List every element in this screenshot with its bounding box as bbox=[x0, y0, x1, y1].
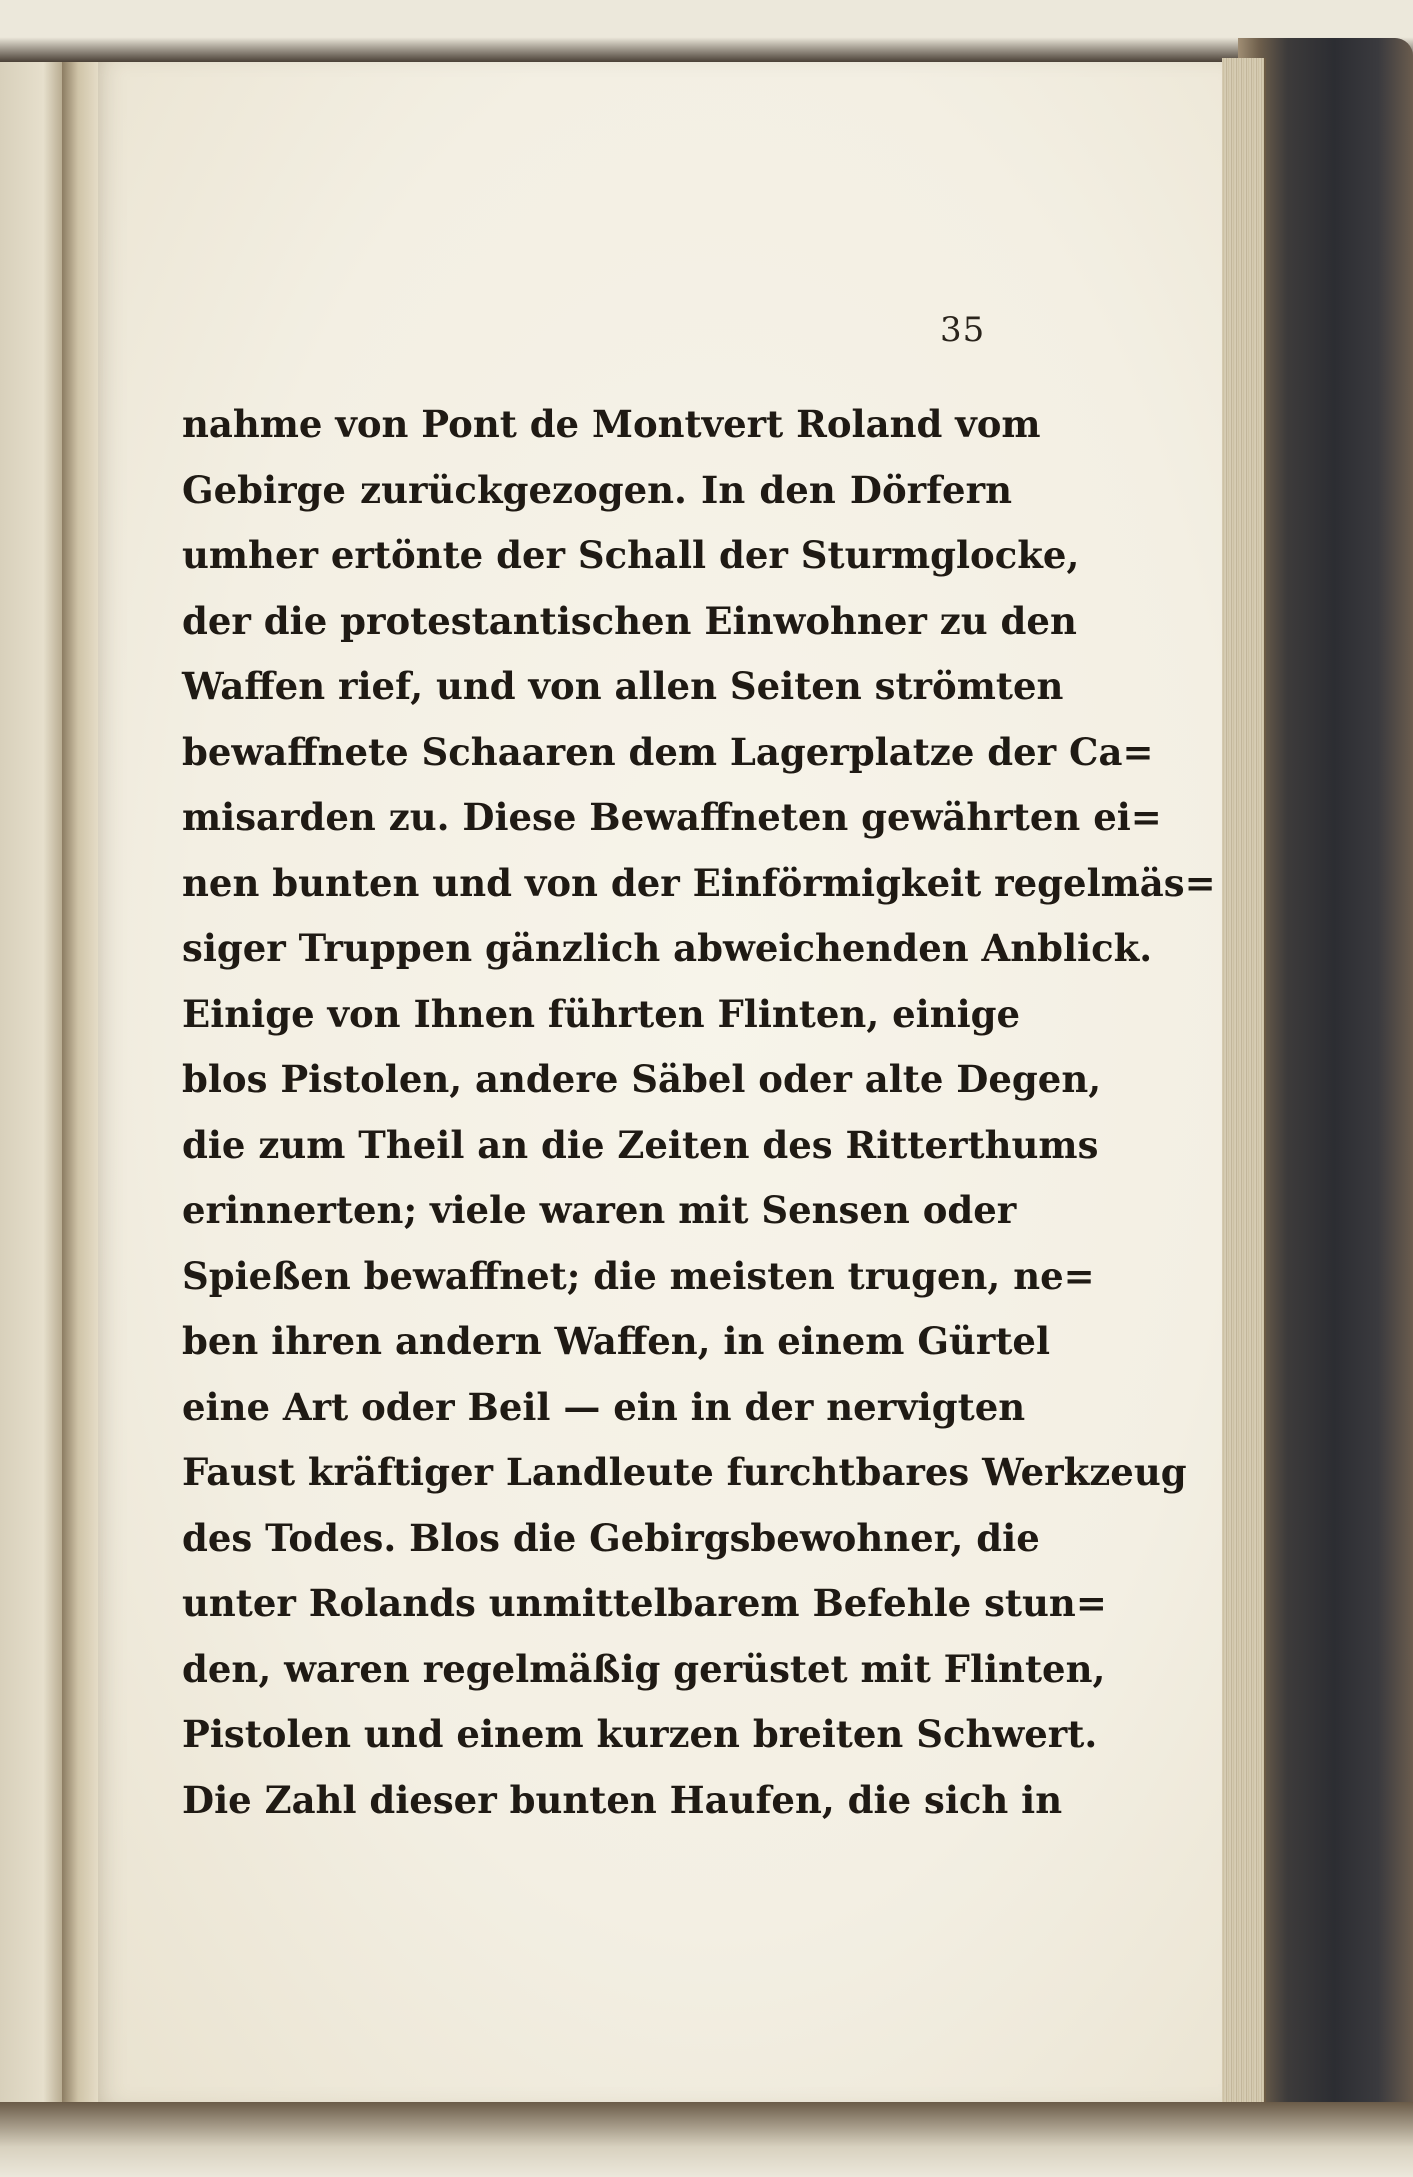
page-number: 35 bbox=[940, 310, 986, 350]
page-block-edges bbox=[1222, 58, 1266, 2108]
binding-top-edge bbox=[0, 0, 1413, 62]
text-line: die zum Theil an die Zeiten des Ritterthums bbox=[182, 1122, 1099, 1167]
text-line: bewaffnete Schaaren dem Lagerplatze der Ca= bbox=[182, 729, 1154, 774]
text-line: nahme von Pont de Montvert Roland vom bbox=[182, 402, 1041, 446]
text-line: der die protestantischen Einwohner zu den bbox=[182, 598, 1077, 643]
text-line: eine Art oder Beil — ein in der nervigten bbox=[182, 1384, 1026, 1429]
text-line: Pistolen und einem kurzen breiten Schwert. bbox=[182, 1712, 1098, 1756]
facing-page-edge bbox=[0, 62, 64, 2102]
text-line: Waffen rief, und von allen Seiten strömten bbox=[182, 664, 1064, 708]
text-line: Einige von Ihnen führten Flinten, einige bbox=[182, 991, 1021, 1036]
text-line: siger Truppen gänzlich abweichenden Anblick. bbox=[182, 926, 1153, 970]
text-line: blos Pistolen, andere Säbel oder alte Degen, bbox=[182, 1057, 1102, 1101]
text-line: Spießen bewaffnet; die meisten trugen, ne= bbox=[182, 1253, 1095, 1298]
text-line: unter Rolands unmittelbarem Befehle stun= bbox=[182, 1581, 1107, 1625]
text-line: umher ertönte der Schall der Sturmglocke, bbox=[182, 533, 1080, 577]
binding-bottom-edge bbox=[0, 2102, 1413, 2177]
text-line: erinnerten; viele waren mit Sensen oder bbox=[182, 1188, 1017, 1232]
spine-gutter bbox=[62, 62, 98, 2102]
body-text bbox=[182, 392, 1216, 1833]
text-line: nen bunten und von der Einförmigkeit regelmäs= bbox=[182, 860, 1216, 905]
text-line: misarden zu. Diese Bewaffneten gewährten ei= bbox=[182, 795, 1162, 839]
text-line: Gebirge zurückgezogen. In den Dörfern bbox=[182, 467, 1012, 512]
text-line: den, waren regelmäßig gerüstet mit Flinten, bbox=[182, 1646, 1106, 1691]
text-line: Die Zahl dieser bunten Haufen, die sich in bbox=[182, 1777, 1063, 1822]
text-line: ben ihren andern Waffen, in einem Gürtel bbox=[182, 1319, 1051, 1363]
text-line: Faust kräftiger Landleute furchtbares Werkzeug bbox=[182, 1450, 1187, 1494]
text-line: des Todes. Blos die Gebirgsbewohner, die bbox=[182, 1515, 1040, 1560]
